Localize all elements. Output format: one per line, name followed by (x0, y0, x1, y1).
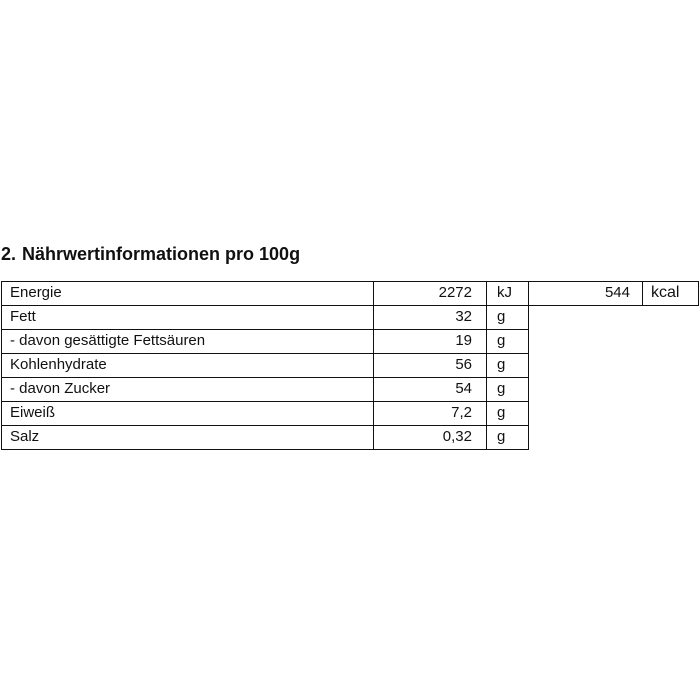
nutrient-unit-sugar: g (486, 377, 529, 402)
energy-label: Energie (1, 281, 374, 306)
nutrient-unit-saturated-fat: g (486, 329, 529, 354)
nutrient-value-sugar: 54 (373, 377, 487, 402)
nutrient-label-carbohydrates: Kohlenhydrate (1, 353, 374, 378)
nutrient-unit-salt: g (486, 425, 529, 450)
nutrient-label-saturated-fat: - davon gesättigte Fettsäuren (1, 329, 374, 354)
energy-kcal-unit: kcal (642, 281, 699, 306)
nutrient-value-carbohydrates: 56 (373, 353, 487, 378)
section-number: 2. (1, 244, 17, 264)
section-heading (1, 244, 300, 265)
nutrient-value-salt: 0,32 (373, 425, 487, 450)
nutrient-label-protein: Eiweiß (1, 401, 374, 426)
nutrient-label-fat: Fett (1, 305, 374, 330)
nutrient-label-salt: Salz (1, 425, 374, 450)
nutrient-value-fat: 32 (373, 305, 487, 330)
nutrient-unit-protein: g (486, 401, 529, 426)
nutrient-value-saturated-fat: 19 (373, 329, 487, 354)
nutrient-value-protein: 7,2 (373, 401, 487, 426)
nutrient-unit-carbohydrates: g (486, 353, 529, 378)
energy-kj-unit: kJ (486, 281, 529, 306)
nutrient-unit-fat: g (486, 305, 529, 330)
energy-kcal-value: 544 (528, 281, 643, 306)
nutrient-label-sugar: - davon Zucker (1, 377, 374, 402)
section-title: Nährwertinformationen pro 100g (22, 244, 301, 264)
energy-kj-value: 2272 (373, 281, 487, 306)
